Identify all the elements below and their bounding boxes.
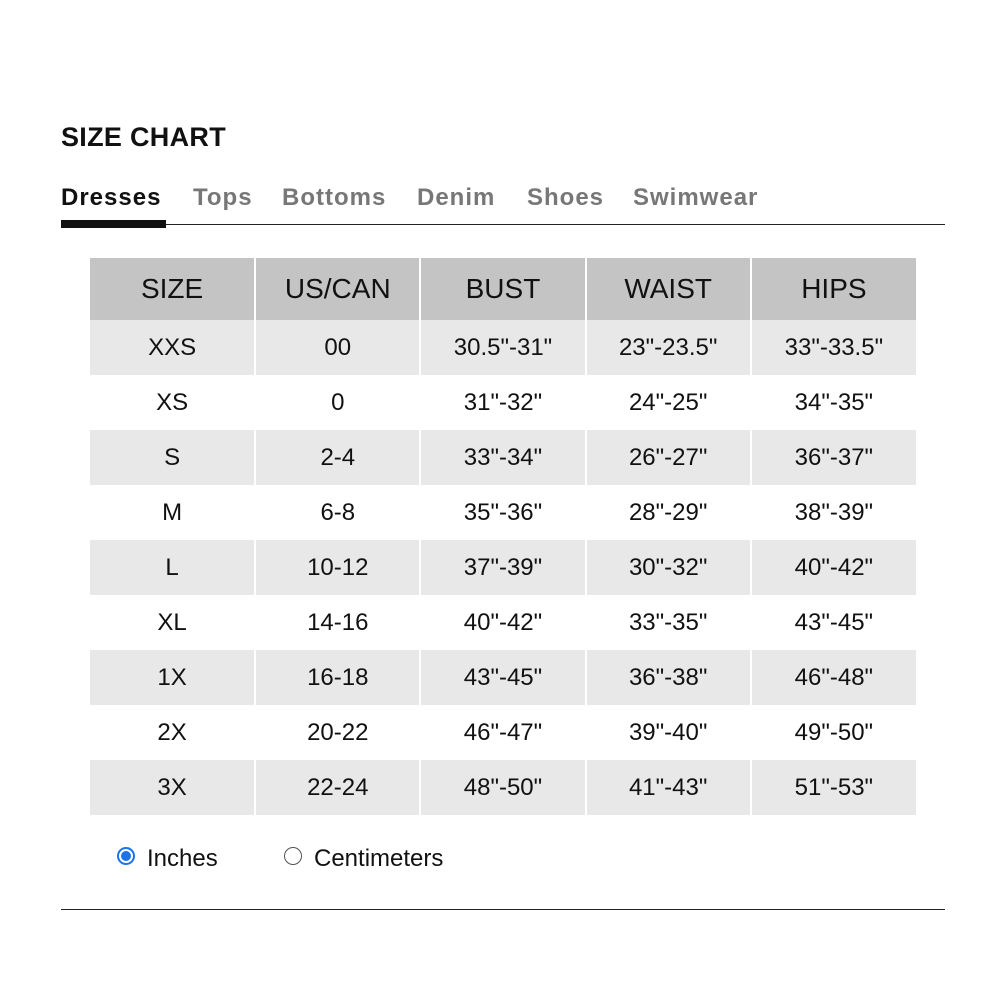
cell-waist: 30"-32" <box>586 540 751 595</box>
cell-hips: 33"-33.5" <box>751 320 916 375</box>
cell-bust: 37"-39" <box>420 540 585 595</box>
table-row <box>90 485 916 540</box>
cell-us-can: 16-18 <box>255 650 420 705</box>
cell-us-can: 20-22 <box>255 705 420 760</box>
tab-bottoms[interactable]: Bottoms <box>282 184 387 211</box>
cell-waist: 36"-38" <box>586 650 751 705</box>
cell-us-can: 10-12 <box>255 540 420 595</box>
page-title: SIZE CHART <box>61 122 226 152</box>
tab-dresses[interactable]: Dresses <box>61 184 166 224</box>
cell-us-can: 0 <box>255 375 420 430</box>
cell-size: 2X <box>90 705 255 760</box>
cell-us-can: 00 <box>255 320 420 375</box>
cell-bust: 43"-45" <box>420 650 585 705</box>
radio-checked-icon[interactable] <box>117 847 135 865</box>
cell-us-can: 14-16 <box>255 595 420 650</box>
cell-hips: 49"-50" <box>751 705 916 760</box>
radio-unchecked-icon[interactable] <box>284 847 302 865</box>
cell-hips: 43"-45" <box>751 595 916 650</box>
table-row <box>90 320 916 375</box>
cell-hips: 51"-53" <box>751 760 916 815</box>
column-header-us-can: US/CAN <box>255 258 420 320</box>
column-header-size: SIZE <box>90 258 255 320</box>
cell-bust: 40"-42" <box>420 595 585 650</box>
cell-us-can: 22-24 <box>255 760 420 815</box>
cell-waist: 33"-35" <box>586 595 751 650</box>
table-row <box>90 650 916 705</box>
cell-hips: 38"-39" <box>751 485 916 540</box>
cell-bust: 35"-36" <box>420 485 585 540</box>
column-header-bust: BUST <box>420 258 585 320</box>
cell-bust: 33"-34" <box>420 430 585 485</box>
cell-waist: 39"-40" <box>586 705 751 760</box>
cell-size: XS <box>90 375 255 430</box>
column-header-hips: HIPS <box>751 258 916 320</box>
size-category-tabs <box>61 184 945 225</box>
table-row <box>90 760 916 815</box>
column-header-waist: WAIST <box>586 258 751 320</box>
cell-size: 1X <box>90 650 255 705</box>
unit-label-centimeters[interactable]: Centimeters <box>314 845 444 872</box>
table-row <box>90 705 916 760</box>
cell-size: 3X <box>90 760 255 815</box>
size-chart-table <box>90 258 916 815</box>
cell-bust: 30.5"-31" <box>420 320 585 375</box>
table-row <box>90 430 916 485</box>
cell-us-can: 2-4 <box>255 430 420 485</box>
unit-label-inches[interactable]: Inches <box>147 845 218 872</box>
tab-shoes[interactable]: Shoes <box>527 184 605 211</box>
cell-waist: 26"-27" <box>586 430 751 485</box>
tab-denim[interactable]: Denim <box>417 184 496 211</box>
cell-waist: 24"-25" <box>586 375 751 430</box>
cell-size: L <box>90 540 255 595</box>
cell-bust: 46"-47" <box>420 705 585 760</box>
cell-us-can: 6-8 <box>255 485 420 540</box>
cell-waist: 41"-43" <box>586 760 751 815</box>
table-row <box>90 595 916 650</box>
cell-bust: 48"-50" <box>420 760 585 815</box>
table-row <box>90 375 916 430</box>
cell-size: XXS <box>90 320 255 375</box>
table-header-row <box>90 258 916 320</box>
cell-hips: 34"-35" <box>751 375 916 430</box>
cell-size: XL <box>90 595 255 650</box>
cell-bust: 31"-32" <box>420 375 585 430</box>
tab-swimwear[interactable]: Swimwear <box>633 184 759 211</box>
cell-size: S <box>90 430 255 485</box>
cell-size: M <box>90 485 255 540</box>
cell-waist: 23"-23.5" <box>586 320 751 375</box>
cell-hips: 36"-37" <box>751 430 916 485</box>
cell-hips: 46"-48" <box>751 650 916 705</box>
cell-hips: 40"-42" <box>751 540 916 595</box>
tab-tops[interactable]: Tops <box>193 184 253 211</box>
cell-waist: 28"-29" <box>586 485 751 540</box>
bottom-divider <box>61 909 945 910</box>
table-row <box>90 540 916 595</box>
